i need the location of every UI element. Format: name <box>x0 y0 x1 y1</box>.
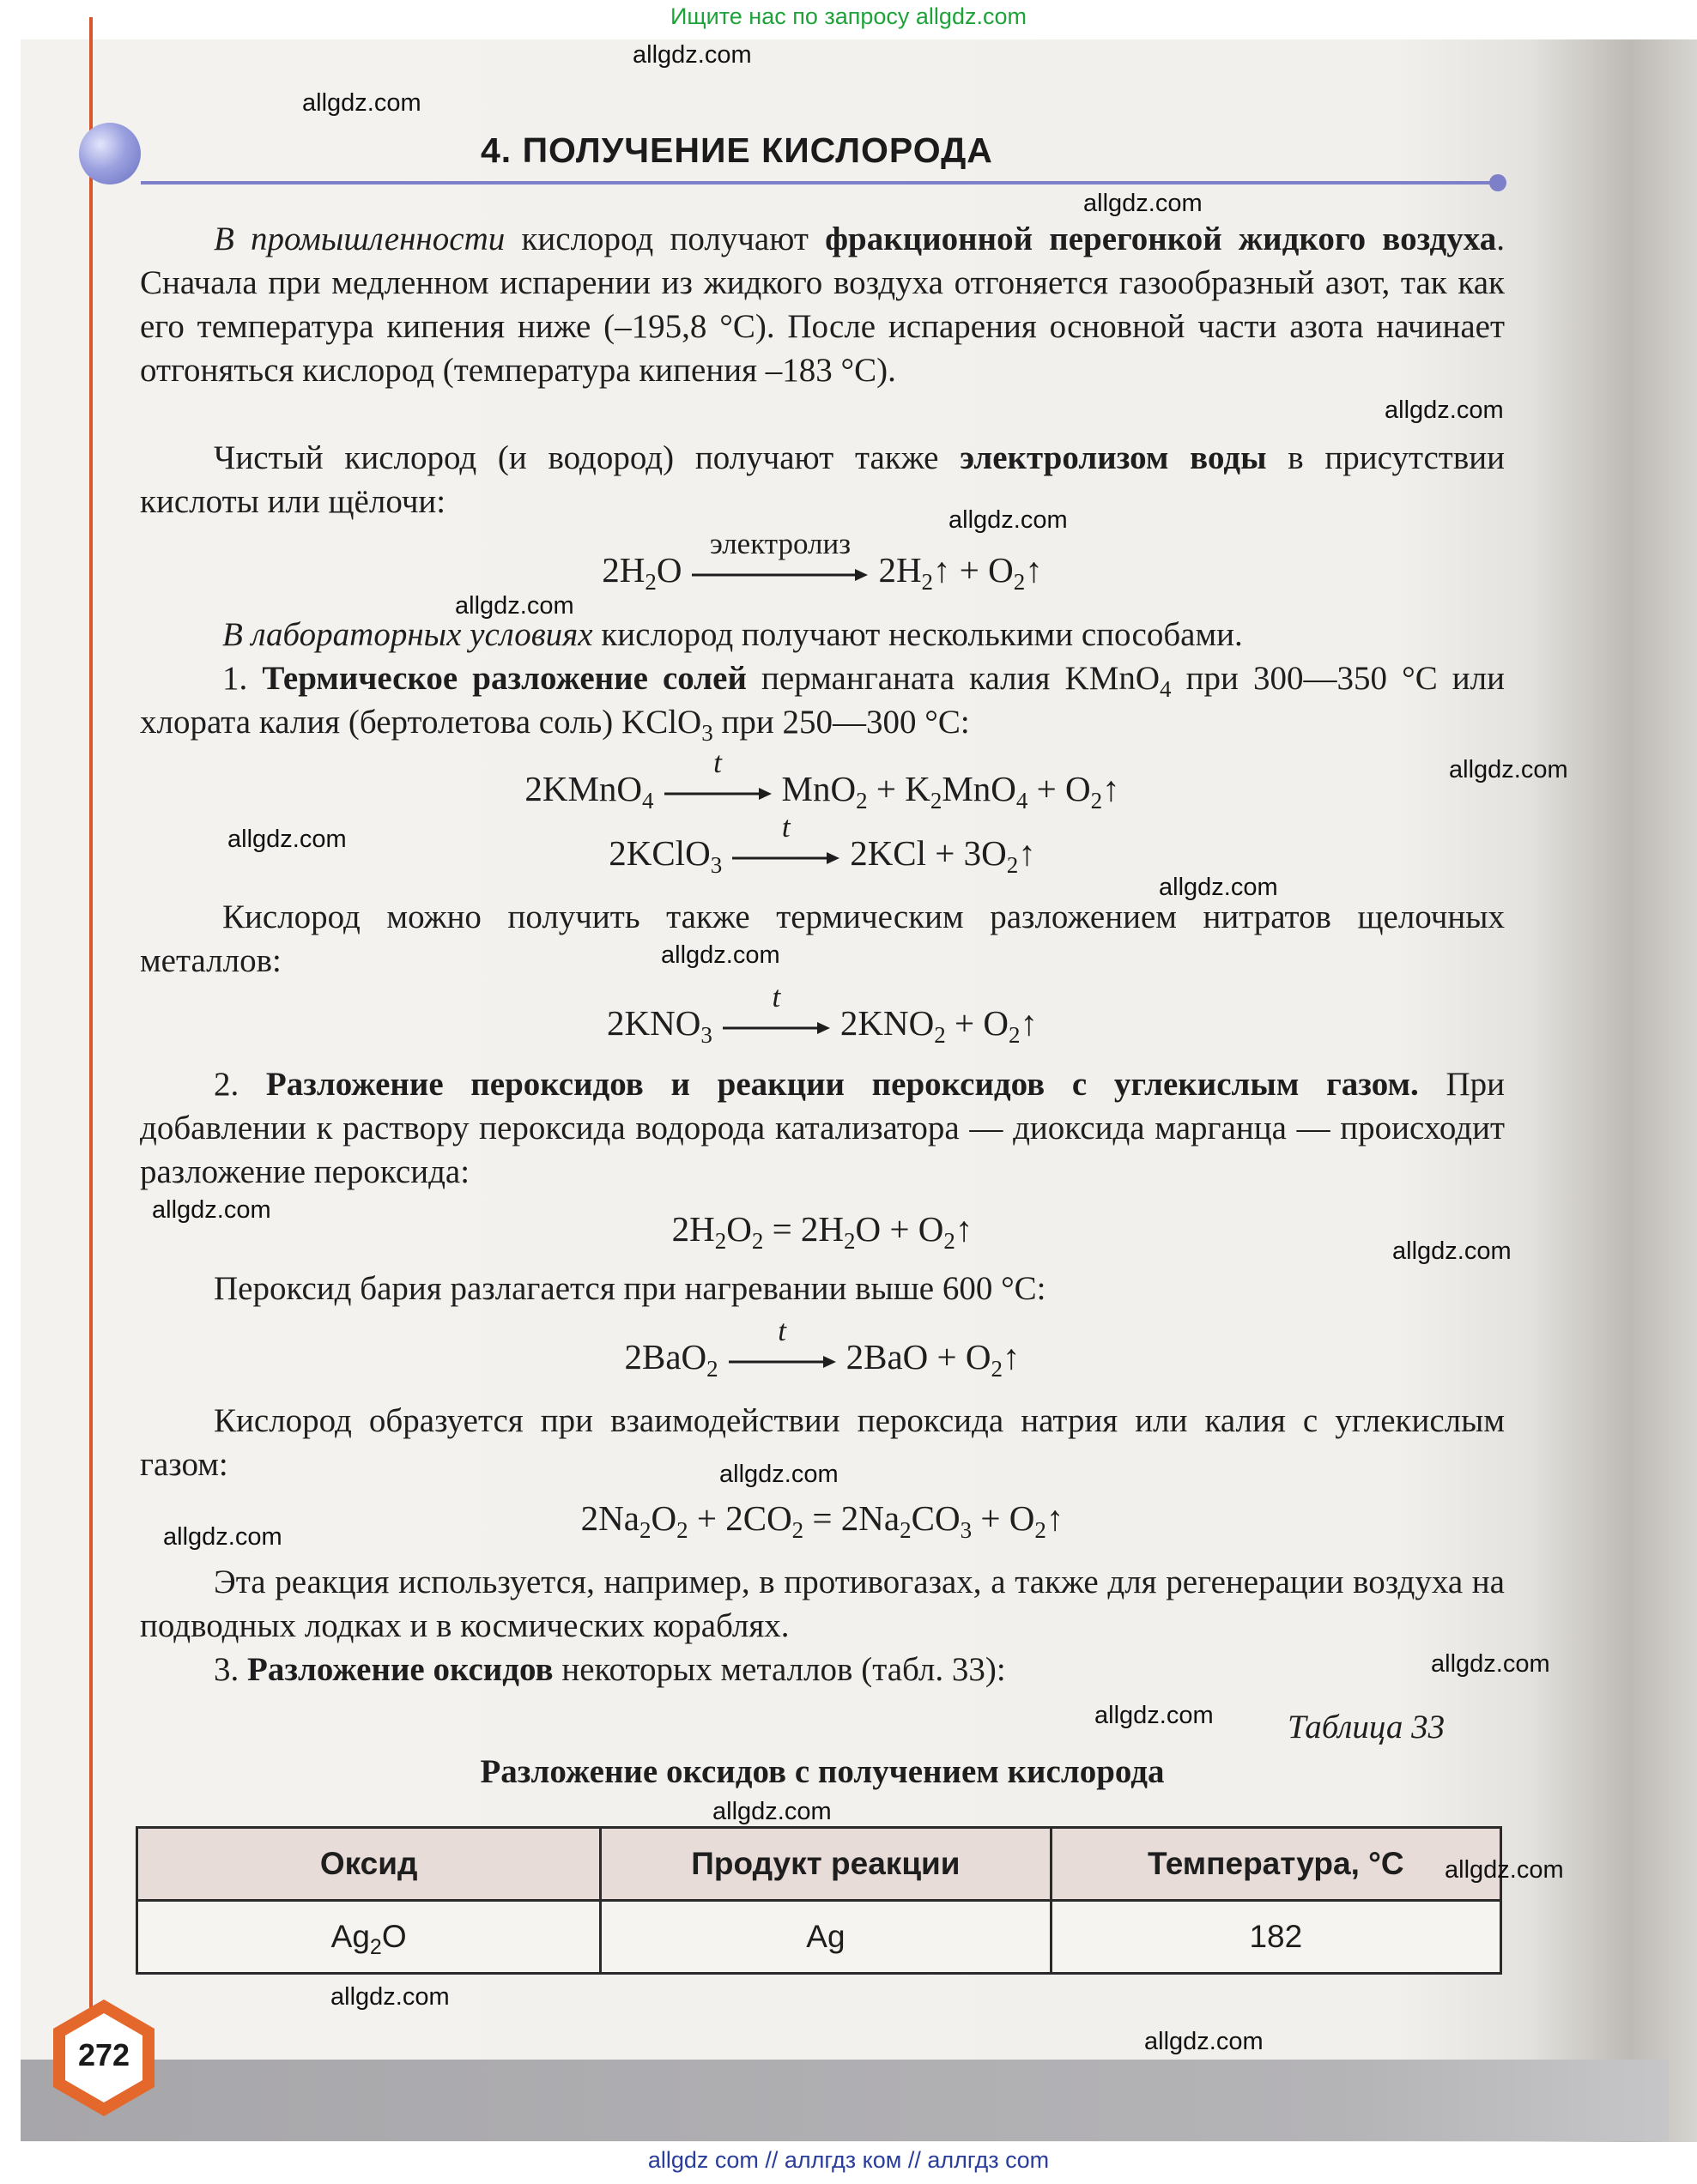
watermark: allgdz.com <box>1449 756 1568 783</box>
p5-text: Кислород можно получить также термическим разложением нитратов щелочных металлов: <box>140 898 1505 979</box>
table-caption: Таблица 33 <box>1288 1709 1445 1745</box>
paragraph-peroxides <box>140 1062 1505 1194</box>
p2-text-2: в присутствии кислоты или щёлочи: <box>140 439 1505 520</box>
oxide-decomposition-table <box>136 1826 1502 1975</box>
margin-line <box>89 17 93 2008</box>
watermark: allgdz.com <box>1392 1237 1512 1265</box>
watermark: allgdz.com <box>949 506 1068 534</box>
industry-italic: В промышленности <box>214 221 506 257</box>
watermark: allgdz.com <box>1144 2028 1264 2055</box>
watermark: allgdz.com <box>163 1523 282 1551</box>
bottom-banner[interactable]: allgdz com // аллгдз ком // аллгдз com <box>647 2147 1050 2173</box>
list-number-1: 1. <box>222 660 263 697</box>
heading-ball-decoration <box>79 123 141 185</box>
table-title: Разложение оксидов с получением кислорода <box>480 1753 1165 1790</box>
table-row <box>137 1901 1501 1974</box>
paragraph-nitrates <box>140 895 1505 983</box>
thermal-decomposition-bold: Термическое разложение солей <box>262 660 747 697</box>
reaction-arrow <box>692 527 868 591</box>
header-temperature: Температура, °С <box>1051 1828 1500 1901</box>
list-number-2: 2. <box>214 1066 266 1103</box>
watermark: allgdz.com <box>1445 1856 1564 1884</box>
watermark: allgdz.com <box>1431 1650 1550 1678</box>
p8-text: Кислород образуется при взаимодействии пероксида натрия или калия с углекислым газом: <box>140 1402 1505 1483</box>
p10-text: некоторых металлов (табл. 33): <box>553 1651 1006 1688</box>
header-oxide: Оксид <box>137 1828 601 1901</box>
watermark: allgdz.com <box>661 941 780 969</box>
paragraph-oxides <box>140 1648 1505 1691</box>
paragraph-electrolysis <box>140 436 1505 523</box>
electrolysis-bold: электролизом воды <box>960 439 1267 476</box>
watermark: allgdz.com <box>455 592 574 620</box>
p1-text-2: . Сначала при медленном испарении из жидкого воздуха отгоняется газообразный азот, так как его температура кипения ниже (–195,8 °С). После испарения основной части азота начинает отгоняться кислород (температура кипения –183 °С). <box>140 221 1505 389</box>
cell-product: Ag <box>601 1901 1051 1974</box>
equation-electrolysis: $2H_2O$ электролиз $2H_2↑$ + $O_2↑$ <box>602 527 1043 595</box>
watermark: allgdz.com <box>1385 396 1504 424</box>
equation-kmno4: 2KMnO$_4$ t $MnO_2 + K_2MnO_4$ + $O_2↑$ <box>524 746 1120 814</box>
p7-text: Пероксид бария разлагается при нагревании выше 600 °С: <box>214 1270 1046 1307</box>
equation-kno3: $2KNO_3$ t $2KNO_2$ + $O_2↑$ <box>607 980 1038 1048</box>
reaction-arrow: t <box>664 775 772 810</box>
footer-band <box>21 2060 1669 2141</box>
p9-text: Эта реакция используется, например, в противогазах, а также для регенерации воздуха на подводных лодках и в космических кораблях. <box>140 1564 1505 1644</box>
paragraph-salts: 1. Термическое разложение солей перманганата калия KMnO$_4$ при 300—350 °С или хлората калия (бертолетова соль) KClO$_3$ при 250—300 °С: <box>140 660 1506 746</box>
heading-rule <box>141 181 1497 185</box>
p6-text: При добавлении к раствору пероксида водорода катализатора — диоксида марганца — происходит разложение пероксида: <box>140 1066 1506 1190</box>
cell-temperature: 182 <box>1051 1901 1500 1974</box>
equation-kclo3: 2KClO$_3$ t $2KCl + 3O_2↑$ <box>609 810 1036 878</box>
header-product: Продукт реакции <box>601 1828 1051 1901</box>
section-heading: 4. ПОЛУЧЕНИЕ КИСЛОРОДА <box>481 130 993 170</box>
page-number: 272 <box>77 2037 130 2072</box>
reaction-arrow: t <box>729 1343 836 1378</box>
watermark: allgdz.com <box>1159 874 1278 901</box>
peroxide-decomposition-bold: Разложение пероксидов и реакции пероксидов с углекислым газом. <box>265 1066 1419 1103</box>
watermark: allgdz.com <box>227 826 347 853</box>
paragraph-barium <box>140 1267 1505 1310</box>
paragraph-gas-masks <box>140 1560 1505 1648</box>
paragraph-industry <box>140 217 1505 392</box>
p1-text-1: кислород получают <box>505 221 826 257</box>
paragraph-lab <box>140 613 1505 656</box>
p2-text-1: Чистый кислород (и водород) получают также <box>214 439 961 476</box>
reaction-arrow: t <box>723 1009 830 1044</box>
arrow-condition: электролиз <box>709 527 852 561</box>
equation-h2o2: $2H_2O_2 = 2H_2O$ + $O_2↑$ <box>671 1209 973 1254</box>
table-header-row <box>137 1828 1501 1901</box>
equation-na2o2: $2Na_2O_2 + 2CO_2 = 2Na_2CO_3$ + $O_2↑$ <box>580 1498 1064 1543</box>
watermark: allgdz.com <box>1083 190 1203 217</box>
fractional-distillation-bold: фракционной перегонкой жидкого воздуха <box>825 221 1497 257</box>
cell-oxide: $Ag_2O$ <box>137 1901 601 1974</box>
watermark: allgdz.com <box>330 1983 450 2011</box>
watermark: allgdz.com <box>302 89 421 117</box>
watermark: allgdz.com <box>712 1798 832 1825</box>
watermark: allgdz.com <box>152 1196 271 1224</box>
oxide-decomposition-bold: Разложение оксидов <box>247 1651 554 1688</box>
watermark: allgdz.com <box>633 41 752 69</box>
heading-rule-dot <box>1489 174 1506 191</box>
lab-italic: В лабораторных условиях <box>222 616 593 653</box>
p3-text: кислород получают несколькими способами. <box>592 616 1243 653</box>
list-number-3: 3. <box>214 1651 247 1688</box>
watermark: allgdz.com <box>719 1461 839 1488</box>
watermark: allgdz.com <box>1094 1702 1214 1729</box>
equation-bao2: 2BaO$_2$ t $2BaO + O_2↑$ <box>624 1314 1021 1382</box>
reaction-arrow: t <box>732 839 839 874</box>
top-banner[interactable]: Ищите нас по запросу allgdz.com <box>670 3 1027 29</box>
